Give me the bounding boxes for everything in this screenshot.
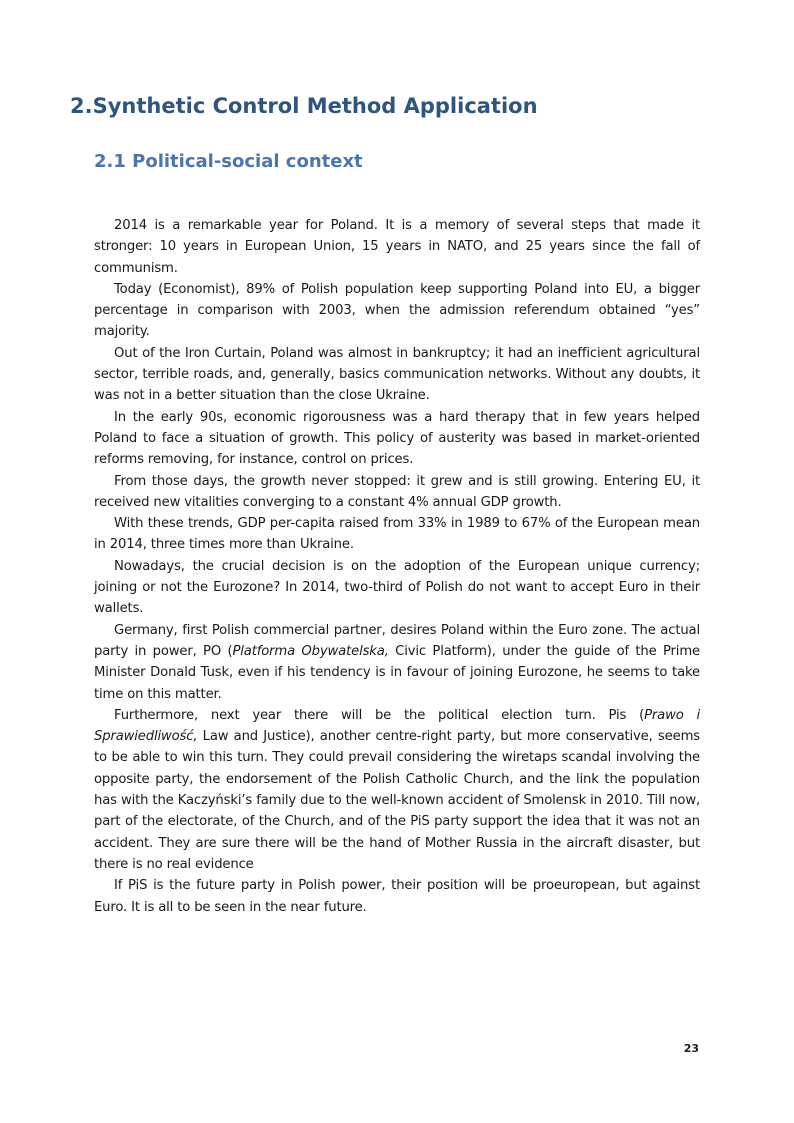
party-name-polish: Platforma Obywatelska, <box>232 643 389 659</box>
body-text <box>94 215 700 918</box>
section-title: 2.1 Political-social context <box>94 151 363 172</box>
paragraph: Nowadays, the crucial decision is on the adoption of the European unique currency; joining or not the Eurozone? In 2014, two-third of Polish do not want to accept Euro in their wallets. <box>94 558 700 617</box>
paragraph-text: Germany, first Polish commercial partner, desires Poland within the Euro zone. The actual party in power, PO ( <box>94 622 700 659</box>
paragraph: If PiS is the future party in Polish power, their position will be proeuropean, but against Euro. It is all to be seen in the near future. <box>94 878 700 915</box>
paragraph: From those days, the growth never stopped: it grew and is still growing. Entering EU, it received new vitalities converging to a constant 4% annual GDP growth. <box>94 473 700 510</box>
paragraph: Today (Economist), 89% of Polish population keep supporting Poland into EU, a bigger percentage in comparison with 2003, when the admission referendum obtained “yes” majority. <box>94 281 700 340</box>
paragraph: 2014 is a remarkable year for Poland. It is a memory of several steps that made it stronger: 10 years in European Union, 15 years in NATO, and 25 years since the fall of communism. <box>94 218 700 276</box>
paragraph: In the early 90s, economic rigorousness was a hard therapy that in few years helped Poland to face a situation of growth. This policy of austerity was based in market-oriented reforms removing, for instance, control on prices. <box>94 409 700 468</box>
paragraph: Out of the Iron Curtain, Poland was almost in bankruptcy; it had an inefficient agricultural sector, terrible roads, and, generally, basics communication networks. Without any doubts, it was not in a better situation than the close Ukraine. <box>94 345 700 404</box>
paragraph: With these trends, GDP per-capita raised from 33% in 1989 to 67% of the European mean in 2014, three times more than Ukraine. <box>94 516 700 553</box>
paragraph-text: Furthermore, next year there will be the political election turn. Pis ( <box>114 707 645 723</box>
paragraph-text: Law and Justice), another centre-right party, but more conservative, seems to be able to win this turn. They could prevail considering the wiretaps scandal involving the opposite party, the endorsement of the Polish Catholic Church, and the link the population has with the Kaczyński’s family due to the well-known accident of Smolensk in 2010. Till now, part of the electorate, of the Church, and of the PiS party support the idea that it was not an accident. They are sure there will be the hand of Mother Russia in the aircraft disaster, but there is no real evidence <box>94 729 700 872</box>
paragraph <box>94 620 700 705</box>
party-name-polish: Prawo i Sprawiedliwość, <box>94 707 700 745</box>
paragraph-text: Civic Platform), under the guide of the Prime Minister Donald Tusk, even if his tendency is in favour of joining Eurozone, he seems to take time on this matter. <box>94 643 700 702</box>
chapter-title: 2.Synthetic Control Method Application <box>70 94 538 118</box>
page-number: 23 <box>683 1042 699 1055</box>
paragraph <box>94 705 700 875</box>
